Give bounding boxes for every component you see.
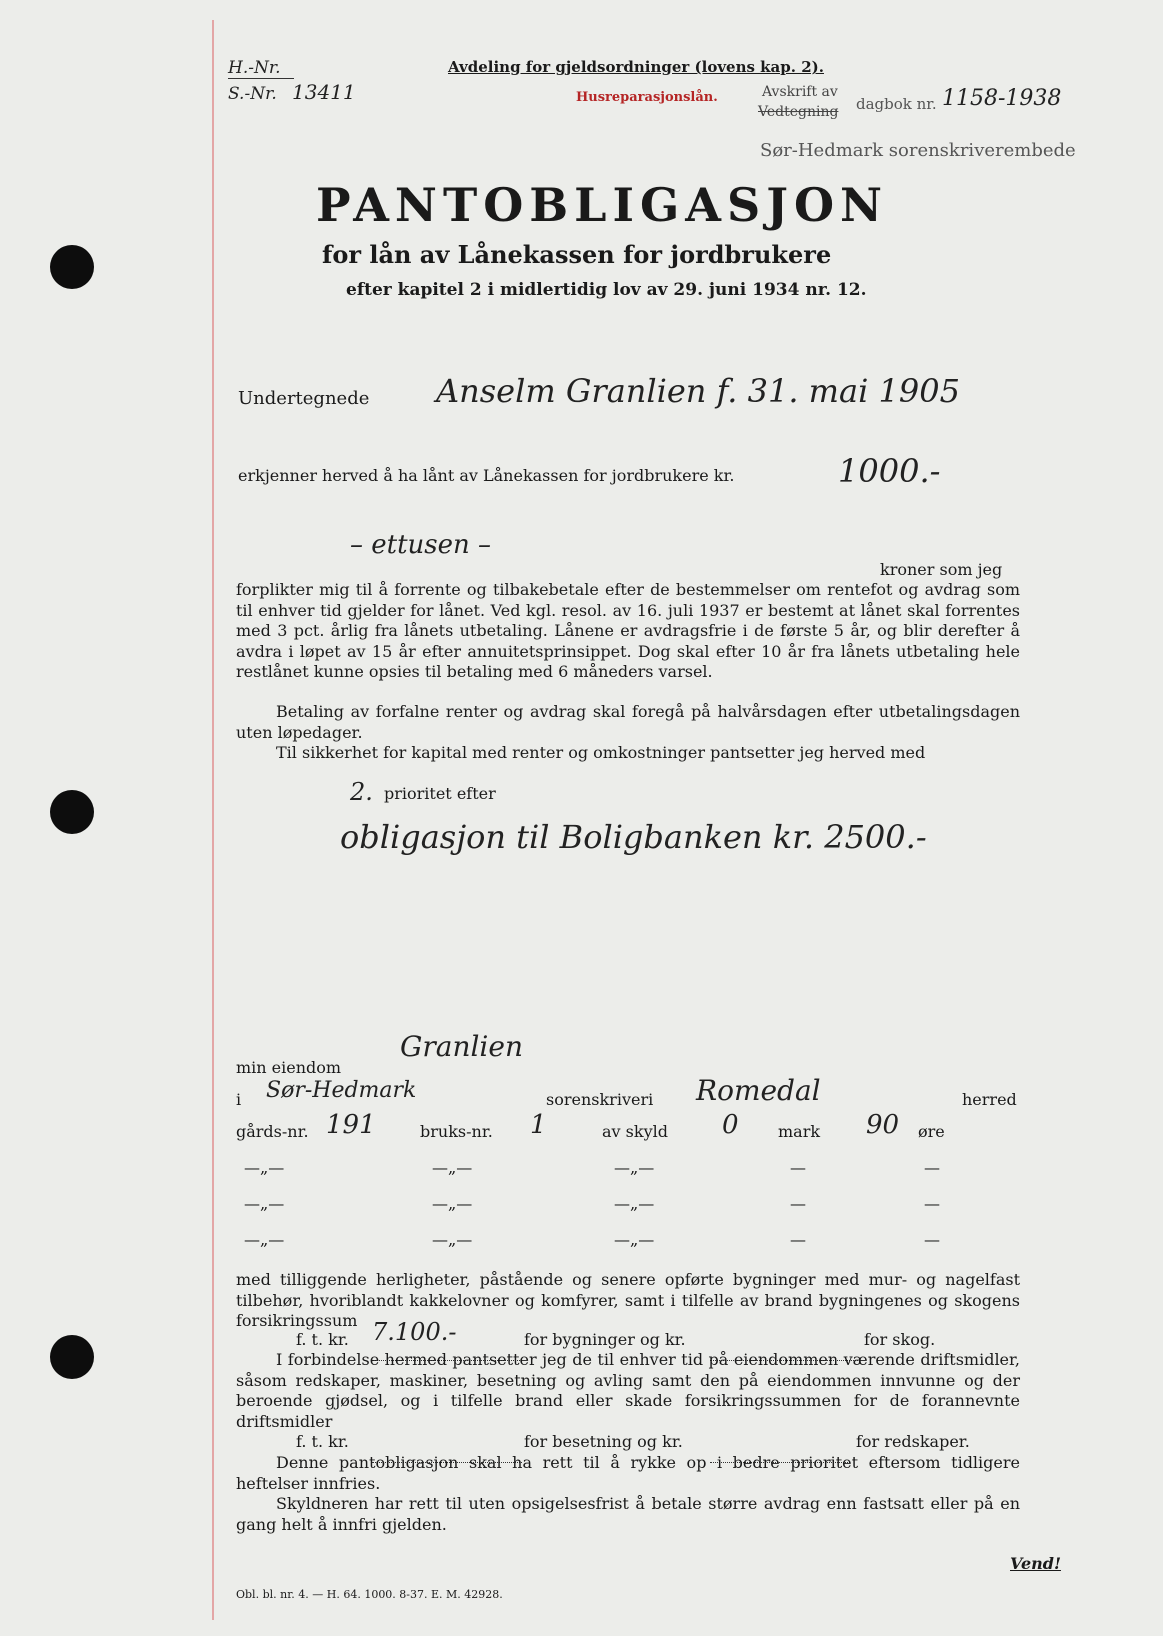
skyld-label: av skyld (602, 1122, 668, 1141)
priority-number: 2. (350, 778, 373, 806)
copy-of-stamp: Avskrift av (762, 84, 838, 100)
prepayment-paragraph: Skyldneren har rett til uten opsigelsesfrist å betale større avdrag enn fastsatt eller på en gang helt å innfri gjelden. (236, 1494, 1020, 1534)
document-title: PANTOBLIGASJON (316, 178, 889, 232)
mark-label: mark (778, 1122, 821, 1141)
punch-hole (50, 245, 94, 289)
kroner-label: kroner som jeg (880, 560, 1003, 579)
property-name: Granlien (400, 1030, 523, 1063)
appurtenance-paragraph: med tilliggende herligheter, påstående og senere opførte bygninger med mur- og nagelfast tilbehør, hvoriblandt kakkelovner og komfyrer, samt i tilfelle av brand bygningenes og skogens forsikringssum (236, 1270, 1020, 1330)
amount-value: 1000.- (838, 452, 941, 490)
priority-advance-paragraph: Denne pantobligasjon skal ha rett til å rykke op i bedre prioritet eftersom tidligere heftelser innfries. (236, 1453, 1020, 1493)
amount-text: erkjenner herved å ha lånt av Lånekassen for jordbrukere kr. (238, 466, 735, 485)
forest-label: for skog. (864, 1330, 936, 1349)
debtor-signature: Anselm Granlien f. 31. mai 1905 (436, 372, 960, 410)
document-subtitle: for lån av Lånekassen for jordbrukere (322, 240, 832, 269)
bnr-label: bruks-nr. (420, 1122, 493, 1141)
priority-handwritten: obligasjon til Boligbanken kr. 2500.- (340, 818, 927, 856)
insurance-buildings-value: 7.100.- (372, 1318, 457, 1346)
loan-type: Husreparasjonslån. (576, 90, 718, 105)
form-reference: Obl. bl. nr. 4. — H. 64. 1000. 8-37. E. M. 42928. (236, 1588, 503, 1601)
tools-label: for redskaper. (856, 1432, 970, 1451)
debtor-label: Undertegnede (238, 388, 370, 409)
payment-paragraph: Betaling av forfalne renter og avdrag skal foregå på halvårsdagen efter utbetalingsdagen uten løpedager. (236, 702, 1020, 742)
legal-reference: efter kapitel 2 i midlertidig lov av 29. juni 1934 nr. 12. (346, 280, 867, 300)
bnr-value: 1 (530, 1110, 547, 1140)
priority-label: prioritet efter (384, 784, 496, 803)
livestock-label: for besetning og kr. (524, 1432, 683, 1451)
amount-in-words: – ettusen – (350, 530, 492, 560)
punch-hole (50, 1335, 94, 1379)
department-heading: Avdeling for gjeldsordninger (lovens kap. 2). (448, 58, 824, 76)
journal-label: dagbok nr. (856, 95, 937, 113)
herred-value: Romedal (696, 1074, 821, 1107)
margin-rule (212, 20, 214, 1620)
property-label: min eiendom (236, 1058, 342, 1077)
district-label: sorenskriveri (546, 1090, 654, 1109)
h-nr-rule (228, 78, 294, 79)
district-value: Sør-Hedmark (266, 1078, 417, 1103)
struck-stamp: Vedtegning (758, 104, 839, 120)
s-nr-label: S.-Nr. (228, 84, 277, 104)
h-nr-label: H.-Nr. (228, 58, 281, 78)
equipment-paragraph: I forbindelse hermed pantsetter jeg de til enhver tid på eiendommen værende driftsmidler, såsom redskaper, maskiner, besetning og avling samt den på eiendommen innvunne og der beroende gjødsel, og i tilfelle brand eller skade forsikringssummen for de forannevnte driftsmidler (236, 1350, 1020, 1431)
turn-over-note: Vend! (1010, 1554, 1061, 1573)
herred-label: herred (962, 1090, 1017, 1109)
ore-value: 90 (866, 1110, 900, 1140)
s-nr-value: 13411 (292, 80, 356, 104)
ft-kr-label: f. t. kr. (296, 1330, 349, 1349)
ore-label: øre (918, 1122, 945, 1141)
gnr-value: 191 (326, 1110, 376, 1140)
ft-kr-label-2: f. t. kr. (296, 1432, 349, 1451)
office-stamp: Sør-Hedmark sorenskriverembede (760, 140, 1076, 161)
terms-paragraph: forplikter mig til å forrente og tilbakebetale efter de bestemmelser om rentefot og avdrag som til enhver tid gjelder for lånet. Ved kgl. resol. av 16. juli 1937 er bestemt at lånet skal forrentes med 3 pct. årlig fra lånets utbetaling. Lånene er avdragsfrie i de første 5 år, og blir derefter å avdra i løpet av 15 år efter annuitetsprinsippet. Dog skal efter 10 år fra lånets utbetaling hele restlånet kunne opsies til betaling med 6 måneders varsel. (236, 580, 1020, 681)
i-label: i (236, 1090, 242, 1109)
buildings-label: for bygninger og kr. (524, 1330, 686, 1349)
security-paragraph: Til sikkerhet for kapital med renter og omkostninger pantsetter jeg herved med (276, 743, 926, 762)
gnr-label: gårds-nr. (236, 1122, 309, 1141)
punch-hole (50, 790, 94, 834)
skyld-value: 0 (722, 1110, 739, 1140)
journal-value: 1158-1938 (942, 86, 1062, 111)
